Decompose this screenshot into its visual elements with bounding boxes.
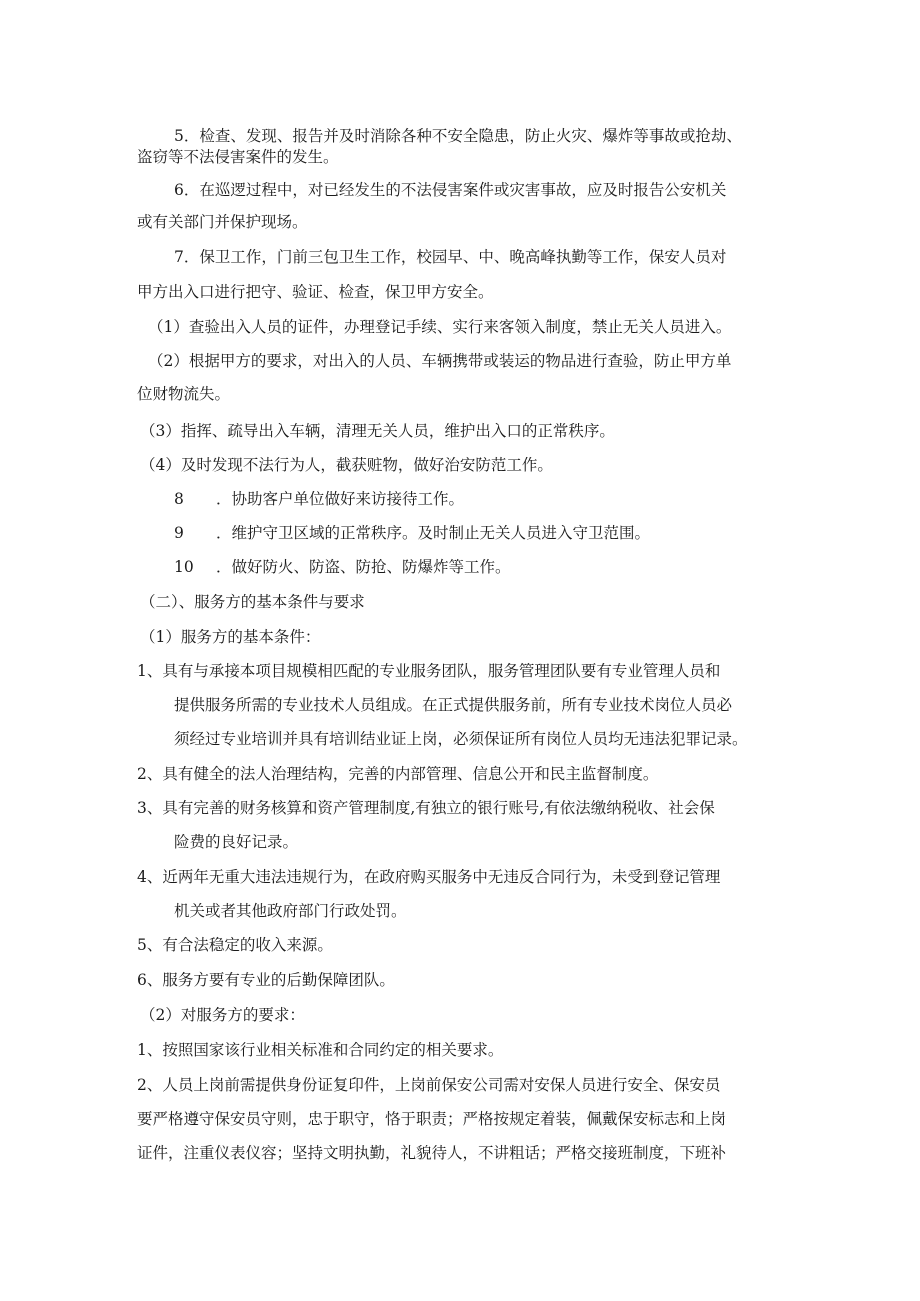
line-text: 甲方出入口进行把守、验证、检查，保卫甲方安全。 [137, 283, 494, 301]
line-text: 证件，注重仪表仪容；坚持文明执勤，礼貌待人，不讲粗话；严格交接班制度，下班补 [137, 1144, 727, 1162]
line-text: （2）对服务方的要求： [140, 1006, 305, 1024]
text-line [148, 351, 731, 371]
line-text: ．做好防火、防盗、防抢、防爆炸等工作。 [216, 558, 511, 576]
text-line [137, 798, 715, 818]
line-text: ．维护守卫区域的正常秩序。及时制止无关人员进入守卫范围。 [216, 524, 651, 542]
line-text: 须经过专业培训并具有培训结业证上岗，必须保证所有岗位人员均无违法犯罪记录。 [174, 730, 748, 748]
line-text: 提供服务所需的专业技术人员组成。在正式提供服务前，所有专业技术岗位人员必 [174, 696, 733, 714]
line-text: 10 [174, 558, 194, 576]
line-text: 1、按照国家该行业相关标准和合同约定的相关要求。 [137, 1041, 504, 1059]
text-line [174, 247, 726, 267]
line-text: 位财物流失。 [137, 385, 231, 403]
text-line [216, 489, 464, 509]
line-text: 5、有合法稳定的收入来源。 [137, 936, 333, 954]
line-text: 8 [174, 490, 184, 508]
line-text: （4）及时发现不法行为人，截获赃物，做好治安防范工作。 [140, 456, 553, 474]
line-text: 6．在巡逻过程中，对已经发生的不法侵害案件或灾害事故，应及时报告公安机关 [174, 181, 727, 199]
text-line [140, 455, 553, 475]
text-line [216, 557, 511, 577]
line-text: 2、具有健全的法人治理结构，完善的内部管理、信息公开和民主监督制度。 [137, 765, 659, 783]
text-line [140, 627, 320, 647]
text-line [137, 1109, 726, 1129]
line-text: 险费的良好记录。 [174, 833, 299, 851]
section-heading [140, 592, 365, 612]
text-line [137, 1040, 503, 1060]
list-number [174, 489, 184, 509]
text-line [137, 970, 395, 990]
text-line [140, 1005, 305, 1025]
line-text: 盗窃等不法侵害案件的发生。 [137, 148, 339, 166]
text-line [174, 729, 748, 749]
line-text: （3）指挥、疏导出入车辆，清理无关人员，维护出入口的正常秩序。 [140, 422, 615, 440]
text-line [137, 764, 658, 784]
text-line [216, 523, 650, 543]
text-line [140, 421, 615, 441]
text-line [174, 832, 298, 852]
text-line [137, 935, 333, 955]
line-text: 机关或者其他政府部门行政处罚。 [174, 902, 407, 920]
list-number [174, 557, 194, 577]
line-text: 4、近两年无重大违法违规行为，在政府购买服务中无违反合同行为，未受到登记管理 [137, 868, 721, 886]
line-text: 5．检查、发现、报告并及时消除各种不安全隐患，防止火灾、爆炸等事故或抢劫、 [174, 127, 742, 145]
line-text: 或有关部门并保护现场。 [137, 213, 308, 231]
text-line [137, 1143, 726, 1163]
line-text: （1）查验出入人员的证件，办理登记手续、实行来客领入制度，禁止无关人员进入。 [148, 318, 732, 336]
line-text: （2）根据甲方的要求，对出入的人员、车辆携带或装运的物品进行查验，防止甲方单 [148, 352, 732, 370]
text-line [137, 147, 339, 167]
text-line [174, 695, 732, 715]
line-text: 1、具有与承接本项目规模相匹配的专业服务团队，服务管理团队要有专业管理人员和 [137, 662, 721, 680]
line-text: （二）、服务方的基本条件与要求 [140, 593, 365, 611]
text-line [137, 212, 308, 232]
line-text: ．协助客户单位做好来访接待工作。 [216, 490, 465, 508]
text-line [137, 384, 230, 404]
list-number [174, 523, 184, 543]
text-line [137, 1075, 720, 1095]
text-line [137, 282, 494, 302]
text-line [174, 901, 407, 921]
text-line [148, 317, 731, 337]
text-line [137, 661, 720, 681]
line-text: 要严格遵守保安员守则，忠于职守，恪于职责；严格按规定着装，佩戴保安标志和上岗 [137, 1110, 727, 1128]
line-text: 3、具有完善的财务核算和资产管理制度,有独立的银行账号,有依法缴纳税收、社会保 [137, 799, 715, 817]
line-text: （1）服务方的基本条件： [140, 628, 321, 646]
text-line [174, 126, 742, 146]
line-text: 6、服务方要有专业的后勤保障团队。 [137, 971, 395, 989]
line-text: 7．保卫工作，门前三包卫生工作，校园早、中、晚高峰执勤等工作，保安人员对 [174, 248, 727, 266]
line-text: 9 [174, 524, 184, 542]
text-line [137, 867, 720, 887]
line-text: 2、人员上岗前需提供身份证复印件，上岗前保安公司需对安保人员进行安全、保安员 [137, 1076, 721, 1094]
text-line [174, 180, 726, 200]
